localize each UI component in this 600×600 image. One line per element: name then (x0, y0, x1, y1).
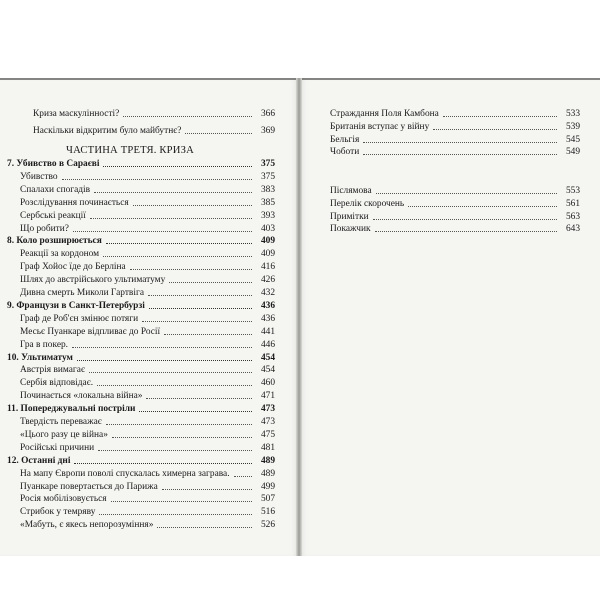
toc-entry-title: Що робити? (20, 223, 69, 234)
toc-entry-title: «Мабуть, є якесь непорозуміння» (20, 520, 154, 531)
toc-entry-title: Бельгія (330, 134, 360, 145)
toc-entry-title: Твердість переважає (20, 417, 102, 427)
toc-entry (7, 337, 275, 351)
dot-leader (363, 154, 557, 155)
dot-leader (77, 360, 252, 361)
toc-entry (7, 246, 275, 260)
toc-page-number: 473 (260, 417, 275, 427)
toc-entry-title: Розслідування починається (20, 197, 129, 208)
toc-entry (7, 195, 275, 209)
toc-entry-title: Стрибок у темряву (20, 507, 96, 518)
toc-page-number: 383 (260, 184, 275, 195)
toc-entry (317, 144, 580, 158)
toc-page-number: 553 (565, 186, 580, 196)
toc-entry (20, 106, 275, 120)
toc-page-number: 489 (260, 468, 275, 479)
toc-entry (7, 221, 275, 235)
dot-leader (408, 206, 557, 207)
toc-entry-title: Страждання Поля Камбона (330, 109, 439, 119)
toc-entry-title: Післямова (330, 186, 372, 196)
part-title: ЧАСТИНА ТРЕТЯ. КРИЗА (66, 145, 194, 156)
toc-page-number: 385 (260, 197, 275, 208)
toc-entry-title: Дивна смерть Миколи Гартвіга (20, 288, 144, 298)
toc-entry-title: Убивство (20, 171, 58, 182)
toc-entry (7, 388, 275, 402)
dot-leader (97, 385, 252, 386)
toc-page-number: 366 (260, 109, 275, 119)
toc-page-number: 454 (260, 352, 275, 363)
toc-entry (7, 414, 275, 428)
dot-leader (373, 219, 557, 220)
dot-leader (148, 295, 252, 296)
toc-entry (317, 221, 580, 235)
toc-page-number: 441 (260, 326, 275, 337)
toc-entry-title: Австрія вимагає (20, 365, 85, 376)
toc-page-number: 416 (260, 262, 275, 273)
dot-leader (99, 514, 252, 515)
toc-page-number: 436 (260, 300, 275, 311)
dot-leader (149, 308, 252, 309)
dot-leader (111, 501, 252, 502)
dot-leader (90, 218, 252, 219)
toc-chapter-entry (7, 298, 275, 312)
dot-leader (146, 398, 252, 399)
toc-entry-title: Чоботи (330, 147, 360, 158)
dot-leader (89, 372, 252, 373)
toc-page-number: 473 (260, 404, 275, 415)
toc-page-number: 403 (260, 223, 275, 234)
toc-page-number: 436 (260, 313, 275, 324)
toc-page-number: 432 (260, 288, 275, 298)
toc-page-number: 533 (565, 109, 580, 119)
toc-entry-title: Криза маскулінності? (33, 109, 120, 119)
dot-leader (162, 489, 252, 490)
toc-page-number: 489 (260, 455, 275, 466)
toc-page-number: 460 (260, 378, 275, 389)
dot-leader (98, 450, 252, 451)
toc-page-number: 393 (260, 210, 275, 221)
dot-leader (164, 334, 252, 335)
dot-leader (62, 179, 252, 180)
toc-entry-title: Британія вступає у війну (330, 121, 430, 132)
dot-leader (185, 133, 252, 134)
toc-chapter-entry (7, 350, 275, 364)
toc-entry-title: На мапу Європи поволі спускалась химерна заграва. (20, 468, 230, 479)
dot-leader (157, 527, 252, 528)
toc-chapter-entry (7, 233, 275, 247)
toc-entry-title: 8. Коло розширюється (7, 236, 102, 247)
toc-entry-title: 7. Убивство в Сараєві (7, 159, 100, 169)
toc-entry (7, 375, 275, 389)
toc-entry-title: Граф Хойос їде до Берліна (20, 262, 126, 273)
dot-leader (106, 243, 252, 244)
toc-entry-title: Перелік скорочень (330, 198, 405, 209)
toc-page-number: 563 (565, 211, 580, 222)
toc-entry-title: 12. Останні дні (7, 455, 71, 466)
toc-entry (7, 182, 275, 196)
toc-entry (7, 259, 275, 273)
toc-chapter-entry (7, 156, 275, 170)
toc-chapter-entry (7, 453, 275, 467)
toc-chapter-entry (7, 401, 275, 415)
dot-leader (443, 116, 557, 117)
toc-entry-title: Сербія відповідає. (20, 378, 94, 389)
toc-entry-title: «Цього разу це війна» (20, 429, 108, 440)
toc-page-number: 561 (565, 198, 580, 209)
toc-page-number: 539 (565, 121, 580, 132)
book-spine-gutter (296, 78, 302, 556)
dot-leader (130, 269, 252, 270)
toc-page-number: 454 (260, 365, 275, 376)
toc-page-number: 526 (260, 520, 275, 531)
toc-page-number: 375 (260, 171, 275, 182)
toc-entry (7, 324, 275, 338)
toc-page-number: 475 (260, 429, 275, 440)
toc-page-number: 516 (260, 507, 275, 518)
dot-leader (112, 437, 252, 438)
toc-entry-title: Наскільки відкритим було майбутнє? (33, 126, 182, 136)
dot-leader (139, 411, 252, 412)
toc-page-number: 643 (565, 224, 580, 235)
toc-page-number: 375 (260, 159, 275, 169)
toc-entry-title: Пуанкаре повертається до Парижа (20, 481, 158, 492)
toc-entry (7, 440, 275, 454)
toc-page-number: 545 (565, 134, 580, 145)
toc-page-number: 507 (260, 494, 275, 505)
toc-entry (7, 491, 275, 505)
dot-leader (433, 129, 557, 130)
toc-entry-title: 9. Французи в Санкт-Петербурзі (7, 300, 145, 311)
toc-entry (7, 466, 275, 480)
toc-entry (7, 208, 275, 222)
dot-leader (142, 321, 252, 322)
toc-entry (7, 427, 275, 441)
toc-entry (7, 285, 275, 299)
dot-leader (73, 231, 252, 232)
toc-entry-title: Сербські реакції (20, 210, 86, 221)
toc-page-number: 409 (260, 236, 275, 247)
dot-leader (375, 231, 557, 232)
toc-entry-title: Спалахи спогадів (20, 184, 91, 195)
toc-entry-title: 11. Попереджувальні постріли (7, 404, 136, 415)
toc-entry (7, 272, 275, 286)
toc-entry (7, 311, 275, 325)
toc-page-number: 499 (260, 481, 275, 492)
toc-entry (7, 169, 275, 183)
dot-leader (169, 282, 252, 283)
toc-entry-title: Починається «локальна війна» (20, 391, 143, 402)
toc-page-number: 481 (260, 442, 275, 453)
dot-leader (123, 116, 252, 117)
toc-entry-title: 10. Ультиматум (7, 352, 73, 363)
toc-entry (7, 517, 275, 531)
toc-page-number: 369 (260, 126, 275, 136)
dot-leader (103, 256, 252, 257)
dot-leader (234, 476, 252, 477)
toc-entry-title: Росія мобілізовується (20, 494, 107, 505)
dot-leader (103, 166, 252, 167)
toc-entry-title: Шлях до австрійського ультиматуму (20, 275, 166, 286)
toc-entry (20, 123, 275, 137)
toc-entry-title: Месьє Пуанкаре відпливає до Росії (20, 326, 161, 337)
toc-entry-title: Реакції за кордоном (20, 249, 100, 260)
dot-leader (74, 463, 252, 464)
toc-page-number: 549 (565, 147, 580, 158)
toc-entry-title: Гра в покер. (20, 339, 69, 350)
toc-page-number: 426 (260, 275, 275, 286)
toc-entry-title: Граф де Роб'єн змінює потяги (20, 313, 139, 324)
dot-leader (133, 205, 252, 206)
toc-entry (7, 362, 275, 376)
toc-entry-title: Російські причини (20, 442, 95, 453)
toc-page-number: 446 (260, 339, 275, 350)
dot-leader (376, 193, 557, 194)
toc-entry (7, 479, 275, 493)
toc-entry-title: Покажчик (330, 224, 371, 235)
dot-leader (106, 424, 252, 425)
toc-entry (7, 504, 275, 518)
dot-leader (363, 142, 557, 143)
toc-page-number: 409 (260, 249, 275, 260)
dot-leader (72, 347, 252, 348)
dot-leader (94, 192, 252, 193)
toc-page-number: 471 (260, 391, 275, 402)
toc-entry-title: Примітки (330, 211, 369, 222)
